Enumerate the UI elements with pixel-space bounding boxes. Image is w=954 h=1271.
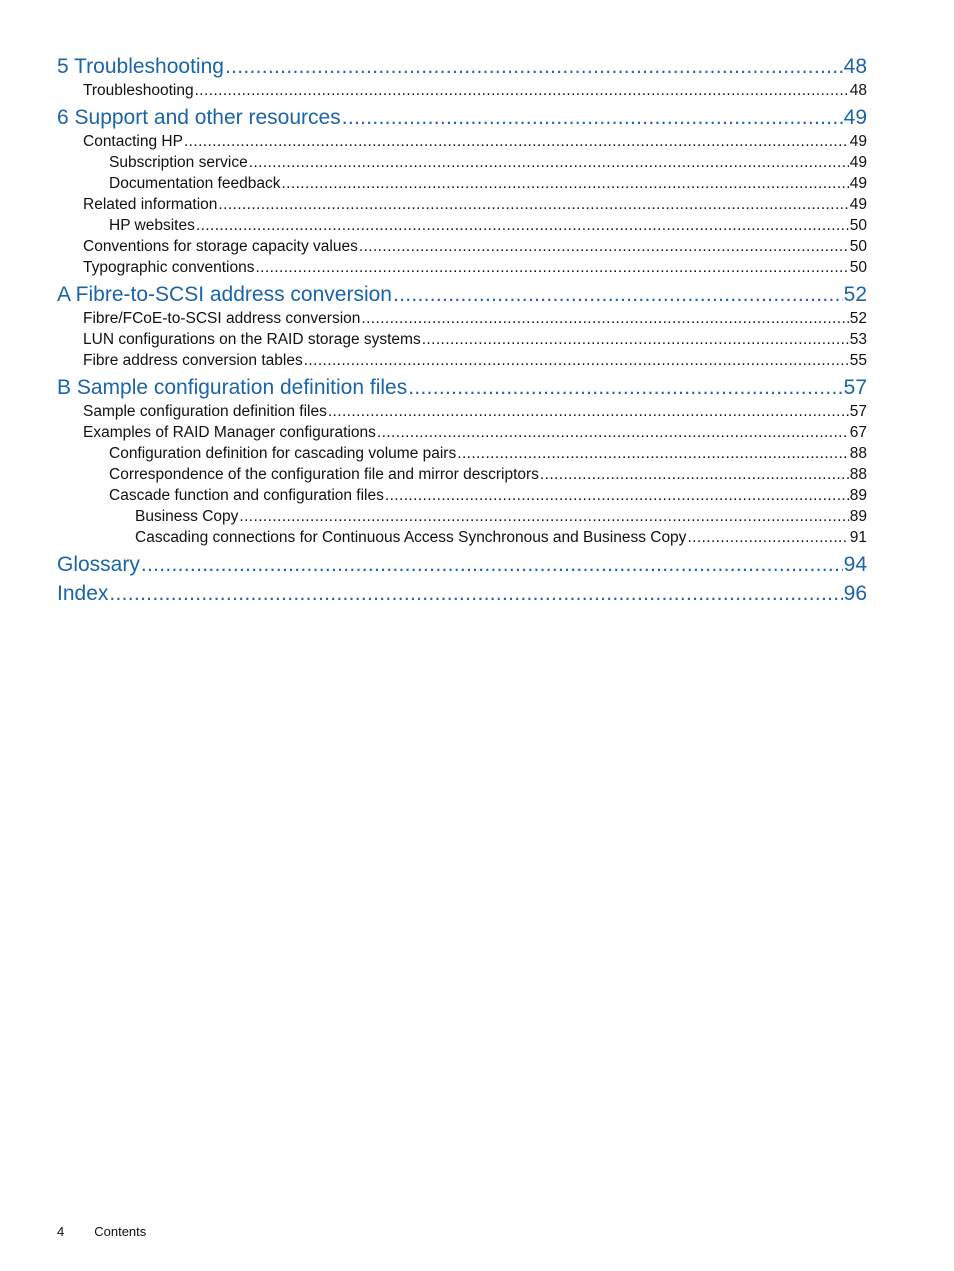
toc-chapter-entry[interactable] [57,375,867,400]
toc-entry-title[interactable]: Sample configuration definition files [83,403,327,420]
toc-entry-title[interactable]: Documentation feedback [109,175,281,192]
toc-entry-page[interactable]: 53 [849,331,867,348]
toc-section-entry[interactable] [57,485,867,506]
toc-entry-page[interactable]: 57 [843,376,867,399]
toc-entry-title[interactable]: Fibre/FCoE-to-SCSI address conversion [83,310,361,327]
toc-entry-title[interactable]: Correspondence of the configuration file and mirror descriptors [109,466,539,483]
toc-entry-page[interactable]: 94 [843,553,867,576]
dot-leader [377,422,849,443]
toc-section-entry[interactable] [57,131,867,152]
toc-entry-title[interactable]: LUN configurations on the RAID storage systems [83,331,421,348]
table-of-contents [57,54,867,607]
toc-entry-page[interactable]: 91 [849,529,867,546]
toc-entry-title[interactable]: Troubleshooting [83,82,194,99]
toc-entry-title[interactable]: Index [57,582,109,605]
dot-leader [304,350,849,371]
dot-leader [249,152,849,173]
dot-leader [359,236,849,257]
dot-leader [239,506,848,527]
toc-entry-page[interactable]: 57 [849,403,867,420]
dot-leader [328,401,849,422]
toc-section-entry[interactable] [57,215,867,236]
toc-entry-page[interactable]: 67 [849,424,867,441]
toc-entry-page[interactable]: 96 [843,582,867,605]
toc-entry-title[interactable]: 5 Troubleshooting [57,55,224,78]
toc-entry-page[interactable]: 48 [843,55,867,78]
toc-section-entry[interactable] [57,173,867,194]
dot-leader [361,308,848,329]
toc-chapter-entry[interactable] [57,552,867,577]
toc-entry-title[interactable]: Cascading connections for Continuous Access Synchronous and Business Copy [135,529,687,546]
toc-chapter-entry[interactable] [57,105,867,130]
toc-entry-page[interactable]: 50 [849,217,867,234]
dot-leader [457,443,849,464]
toc-section-entry[interactable] [57,329,867,350]
toc-section-entry[interactable] [57,527,867,548]
dot-leader [281,173,848,194]
toc-chapter-entry[interactable] [57,282,867,307]
toc-entry-page[interactable]: 52 [843,283,867,306]
toc-entry-page[interactable]: 88 [849,466,867,483]
dot-leader [255,257,848,278]
toc-entry-page[interactable]: 50 [849,238,867,255]
toc-section-entry[interactable] [57,152,867,173]
toc-entry-page[interactable]: 88 [849,445,867,462]
page-footer [57,1223,146,1241]
dot-leader [540,464,849,485]
toc-section-entry[interactable] [57,401,867,422]
toc-entry-title[interactable]: Contacting HP [83,133,183,150]
toc-entry-title[interactable]: Conventions for storage capacity values [83,238,358,255]
dot-leader [342,105,843,130]
toc-entry-title[interactable]: Configuration definition for cascading volume pairs [109,445,457,462]
toc-entry-page[interactable]: 48 [849,82,867,99]
toc-entry-title[interactable]: HP websites [109,217,195,234]
toc-entry-title[interactable]: Glossary [57,553,140,576]
dot-leader [195,80,849,101]
toc-section-entry[interactable] [57,194,867,215]
dot-leader [196,215,849,236]
toc-entry-title[interactable]: A Fibre-to-SCSI address conversion [57,283,392,306]
footer-section-name: Contents [94,1224,147,1239]
toc-entry-title[interactable]: Cascade function and configuration files [109,487,384,504]
toc-entry-title[interactable]: B Sample configuration definition files [57,376,408,399]
toc-section-entry[interactable] [57,80,867,101]
dot-leader [687,527,848,548]
toc-entry-page[interactable]: 49 [849,154,867,171]
toc-entry-page[interactable]: 49 [843,106,867,129]
toc-entry-page[interactable]: 89 [849,508,867,525]
dot-leader [225,54,843,79]
toc-chapter-entry[interactable] [57,54,867,79]
toc-entry-page[interactable]: 55 [849,352,867,369]
dot-leader [422,329,849,350]
toc-entry-page[interactable]: 49 [849,133,867,150]
toc-section-entry[interactable] [57,350,867,371]
toc-entry-page[interactable]: 50 [849,259,867,276]
toc-entry-title[interactable]: Examples of RAID Manager configurations [83,424,376,441]
toc-entry-title[interactable]: Fibre address conversion tables [83,352,303,369]
toc-section-entry[interactable] [57,506,867,527]
dot-leader [393,282,843,307]
toc-section-entry[interactable] [57,464,867,485]
toc-entry-title[interactable]: 6 Support and other resources [57,106,341,129]
toc-chapter-entry[interactable] [57,581,867,606]
toc-section-entry[interactable] [57,257,867,278]
toc-entry-title[interactable]: Subscription service [109,154,248,171]
dot-leader [184,131,849,152]
toc-entry-page[interactable]: 49 [849,175,867,192]
dot-leader [218,194,848,215]
dot-leader [408,375,842,400]
toc-entry-page[interactable]: 52 [849,310,867,327]
dot-leader [141,552,843,577]
footer-page-number: 4 [57,1224,65,1239]
toc-entry-page[interactable]: 89 [849,487,867,504]
toc-entry-title[interactable]: Business Copy [135,508,239,525]
toc-entry-title[interactable]: Typographic conventions [83,259,255,276]
toc-section-entry[interactable] [57,422,867,443]
toc-entry-page[interactable]: 49 [849,196,867,213]
toc-section-entry[interactable] [57,236,867,257]
toc-section-entry[interactable] [57,443,867,464]
dot-leader [109,581,842,606]
toc-section-entry[interactable] [57,308,867,329]
toc-entry-title[interactable]: Related information [83,196,218,213]
dot-leader [385,485,849,506]
